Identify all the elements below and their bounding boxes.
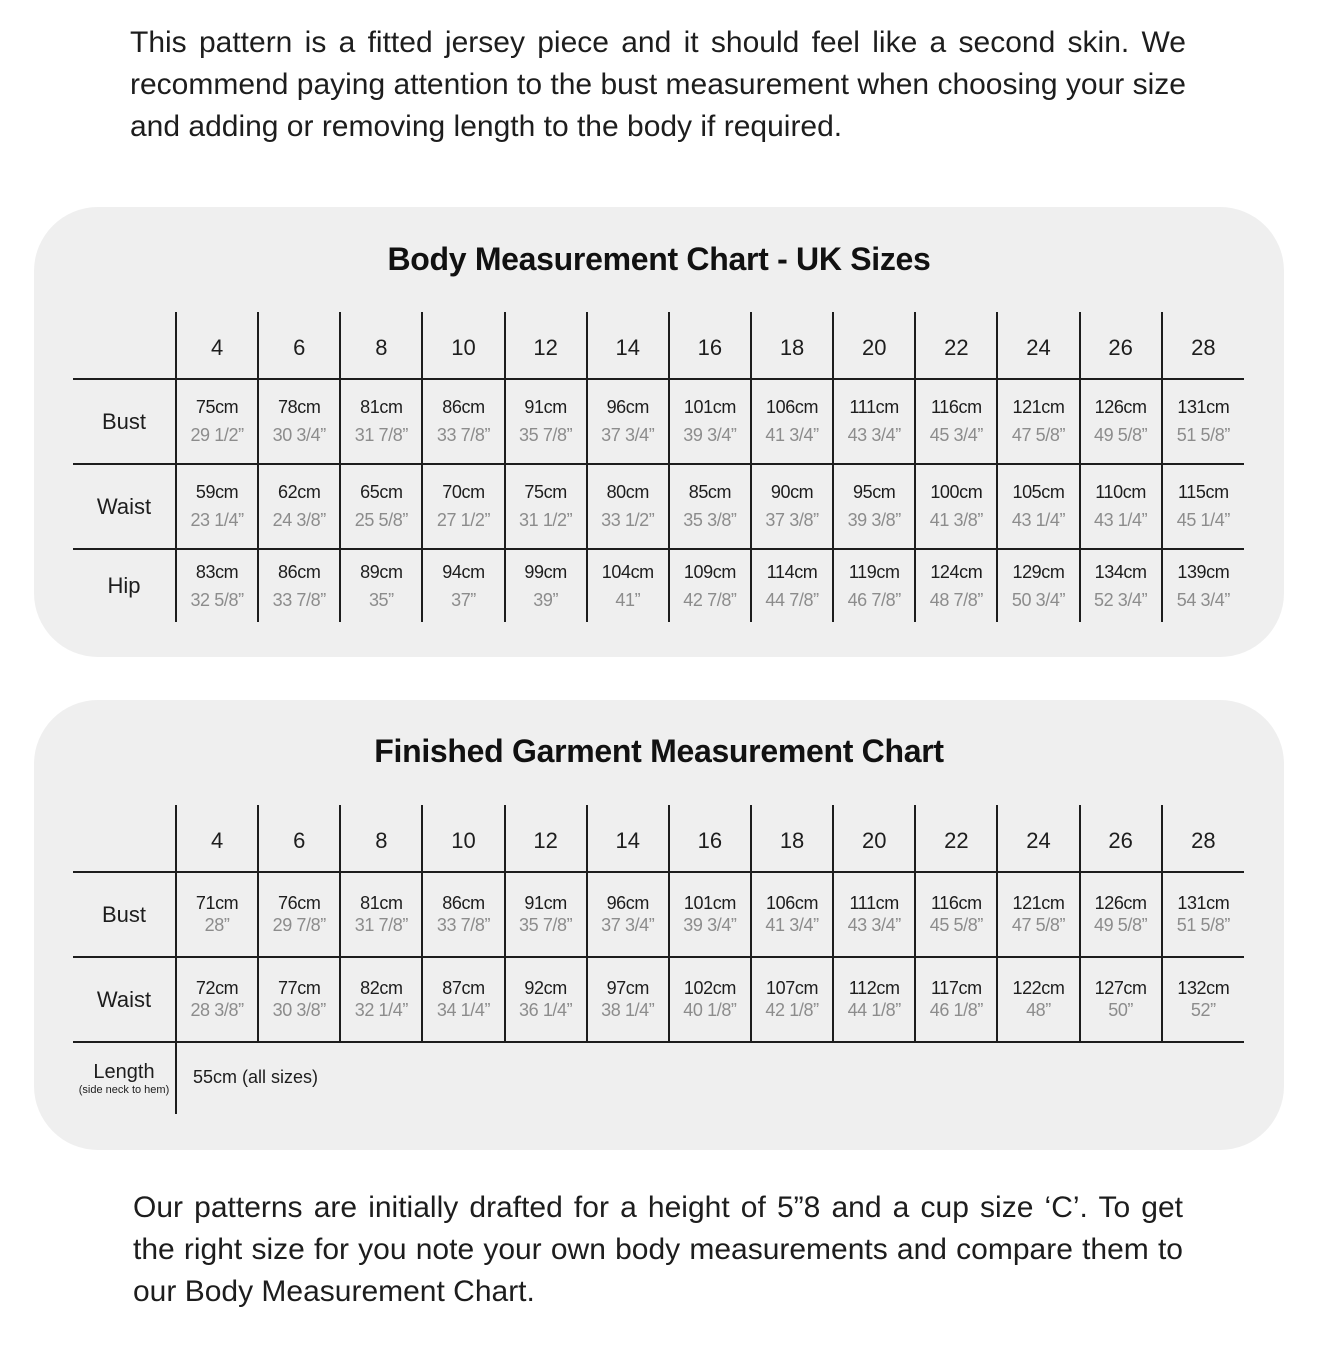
bust-cell (833, 872, 915, 957)
bust-cell (1162, 379, 1244, 464)
bust-cell (669, 379, 751, 464)
inch-value: 33 7/8” (436, 425, 491, 445)
inch-value: 35” (368, 589, 394, 610)
inch-value: 30 3/4” (272, 425, 326, 445)
size-14-header: 14 (587, 805, 669, 872)
inch-value: 32 5/8” (190, 589, 244, 610)
inch-value: 37 3/4” (601, 915, 655, 935)
body-measurement-table (73, 312, 1244, 622)
inch-value: 49 5/8” (1093, 425, 1148, 445)
inch-value: 47 5/8” (1011, 425, 1066, 445)
waist-cell (833, 464, 915, 549)
waist-cell (505, 464, 587, 549)
hip-row (73, 549, 1244, 622)
waist-cell (176, 957, 258, 1042)
inch-value: 39” (533, 589, 559, 610)
inch-value: 37” (451, 589, 476, 610)
bust-cell (915, 379, 997, 464)
cm-value: 117cm (930, 978, 982, 998)
inch-value: 43 1/4” (1011, 510, 1066, 530)
cm-value: 70cm (442, 482, 485, 502)
inch-value: 35 3/8” (683, 510, 737, 530)
cm-value: 122cm (1012, 978, 1065, 998)
hip-cell (915, 549, 997, 622)
inch-value: 41” (615, 589, 641, 610)
inch-value: 43 3/4” (847, 425, 901, 445)
cm-value: 91cm (524, 397, 567, 417)
cm-value: 80cm (606, 482, 649, 502)
size-28-header: 28 (1162, 312, 1244, 379)
size-26-header: 26 (1080, 312, 1162, 379)
cm-value: 59cm (195, 482, 239, 502)
cm-value: 100cm (930, 482, 983, 502)
hip-cell (587, 549, 669, 622)
waist-cell (422, 957, 504, 1042)
body-chart-title: Body Measurement Chart - UK Sizes (387, 241, 931, 277)
waist-cell (1080, 957, 1162, 1042)
waist-cell (587, 464, 669, 549)
cm-value: 131cm (1177, 397, 1230, 417)
bust-label: Bust (101, 901, 147, 927)
size-6-header: 6 (258, 805, 340, 872)
hip-cell (258, 549, 340, 622)
bust-cell (258, 379, 340, 464)
inch-value: 31 7/8” (354, 915, 408, 935)
inch-value: 44 1/8” (847, 1000, 901, 1020)
inch-value: 44 7/8” (765, 589, 819, 610)
bust-cell (587, 379, 669, 464)
waist-row (73, 957, 1244, 1042)
waist-cell (1080, 464, 1162, 549)
waist-cell (915, 957, 997, 1042)
length-label-cell (73, 1042, 176, 1114)
cm-value: 91cm (524, 893, 567, 913)
cm-value: 78cm (278, 397, 321, 417)
length-label: Length (93, 1060, 155, 1083)
inch-value: 43 3/4” (847, 915, 901, 935)
inch-value: 51 5/8” (1176, 915, 1230, 935)
size-4-header: 4 (176, 312, 258, 379)
cm-value: 75cm (195, 397, 239, 417)
cm-value: 104cm (601, 561, 654, 582)
hip-label: Hip (107, 573, 141, 598)
inch-value: 43 1/4” (1093, 510, 1148, 530)
inch-value: 34 1/4” (436, 1000, 491, 1020)
inch-value: 28 3/8” (190, 1000, 244, 1020)
inch-value: 37 3/8” (765, 510, 819, 530)
cm-value: 102cm (683, 978, 736, 998)
cm-value: 129cm (1012, 561, 1065, 582)
waist-cell (176, 464, 258, 549)
cm-value: 101cm (683, 893, 736, 913)
waist-label: Waist (96, 986, 152, 1012)
inch-value: 33 7/8” (272, 589, 326, 610)
waist-cell (587, 957, 669, 1042)
length-sublabel: (side neck to hem) (78, 1083, 170, 1096)
cm-value: 99cm (524, 561, 567, 582)
hip-cell (505, 549, 587, 622)
hip-cell (1162, 549, 1244, 622)
cm-value: 115cm (1177, 482, 1229, 502)
cm-value: 81cm (360, 893, 403, 913)
hip-cell (669, 549, 751, 622)
waist-cell (997, 464, 1079, 549)
bust-cell (340, 872, 422, 957)
size-18-header: 18 (751, 312, 833, 379)
inch-value: 31 7/8” (354, 425, 408, 445)
cm-value: 87cm (442, 978, 485, 998)
inch-value: 52” (1190, 1000, 1216, 1020)
cm-value: 121cm (1012, 397, 1065, 417)
waist-cell (340, 957, 422, 1042)
waist-cell (915, 464, 997, 549)
bust-row (73, 872, 1244, 957)
cm-value: 132cm (1177, 978, 1230, 998)
size-10-header: 10 (422, 805, 504, 872)
waist-cell (669, 957, 751, 1042)
size-16-header: 16 (669, 312, 751, 379)
bust-cell (997, 379, 1079, 464)
bust-cell (751, 379, 833, 464)
hip-cell (833, 549, 915, 622)
inch-value: 40 1/8” (683, 1000, 737, 1020)
size-24-header: 24 (997, 312, 1079, 379)
intro-paragraph: This pattern is a fitted jersey piece and it should feel like a second skin. We recommend paying attention to the bust measurement when choosing your size and adding or removing length to the body if required. (130, 26, 1186, 143)
inch-value: 28” (204, 915, 230, 935)
inch-value: 50” (1108, 1000, 1134, 1020)
cm-value: 96cm (606, 397, 649, 417)
hip-cell (340, 549, 422, 622)
bust-cell (1162, 872, 1244, 957)
cm-value: 114cm (766, 561, 818, 582)
cm-value: 65cm (360, 482, 403, 502)
inch-value: 48” (1026, 1000, 1051, 1020)
inch-value: 48 7/8” (929, 589, 983, 610)
size-14-header: 14 (587, 312, 669, 379)
cm-value: 76cm (278, 893, 321, 913)
size-24-header: 24 (997, 805, 1079, 872)
waist-cell (1162, 464, 1244, 549)
size-28-header: 28 (1162, 805, 1244, 872)
waist-cell (1162, 957, 1244, 1042)
inch-value: 32 1/4” (354, 1000, 408, 1020)
cm-value: 96cm (606, 893, 649, 913)
cm-value: 83cm (195, 561, 239, 582)
inch-value: 49 5/8” (1093, 915, 1148, 935)
waist-cell (505, 957, 587, 1042)
inch-value: 33 7/8” (436, 915, 491, 935)
waist-cell (669, 464, 751, 549)
inch-value: 33 1/2” (601, 510, 655, 530)
inch-value: 25 5/8” (354, 510, 408, 530)
bust-cell (669, 872, 751, 957)
bust-row (73, 379, 1244, 464)
cm-value: 86cm (442, 893, 485, 913)
bust-cell (1080, 872, 1162, 957)
inch-value: 39 3/8” (847, 510, 901, 530)
inch-value: 46 1/8” (929, 1000, 983, 1020)
waist-cell (340, 464, 422, 549)
cm-value: 81cm (360, 397, 403, 417)
cm-value: 105cm (1012, 482, 1065, 502)
size-18-header: 18 (751, 805, 833, 872)
bust-cell (915, 872, 997, 957)
cm-value: 95cm (852, 482, 896, 502)
cm-value: 106cm (766, 893, 819, 913)
cm-value: 126cm (1094, 893, 1147, 913)
cm-value: 126cm (1094, 397, 1147, 417)
inch-value: 45 5/8” (929, 915, 983, 935)
inch-value: 24 3/8” (272, 510, 326, 530)
cm-value: 72cm (195, 978, 239, 998)
inch-value: 23 1/4” (190, 510, 244, 530)
cm-value: 131cm (1177, 893, 1230, 913)
size-10-header: 10 (422, 312, 504, 379)
inch-value: 45 1/4” (1176, 510, 1230, 530)
inch-value: 46 7/8” (847, 589, 901, 610)
cm-value: 85cm (688, 482, 732, 502)
cm-value: 139cm (1177, 561, 1230, 582)
inch-value: 30 3/8” (272, 1000, 326, 1020)
bust-cell (505, 379, 587, 464)
inch-value: 42 1/8” (765, 1000, 819, 1020)
inch-value: 41 3/8” (929, 510, 983, 530)
inch-value: 45 3/4” (929, 425, 983, 445)
hip-cell (751, 549, 833, 622)
inch-value: 35 7/8” (519, 425, 573, 445)
inch-value: 38 1/4” (601, 1000, 655, 1020)
inch-value: 35 7/8” (519, 915, 573, 935)
size-22-header: 22 (915, 312, 997, 379)
cm-value: 124cm (930, 561, 983, 582)
corner-cell (73, 805, 176, 872)
hip-cell (176, 549, 258, 622)
cm-value: 71cm (195, 893, 239, 913)
inch-value: 52 3/4” (1093, 589, 1148, 610)
inch-value: 31 1/2” (519, 510, 573, 530)
bust-cell (833, 379, 915, 464)
inch-value: 41 3/4” (765, 425, 819, 445)
length-value: 55cm (all sizes) (176, 1042, 1244, 1114)
garment-measurement-table (73, 805, 1244, 1114)
cm-value: 97cm (606, 978, 649, 998)
bust-cell (751, 872, 833, 957)
waist-cell (258, 464, 340, 549)
cm-value: 119cm (848, 561, 900, 582)
cm-value: 127cm (1094, 978, 1147, 998)
inch-value: 36 1/4” (519, 1000, 573, 1020)
size-20-header: 20 (833, 805, 915, 872)
inch-value: 42 7/8” (683, 589, 737, 610)
waist-cell (751, 464, 833, 549)
inch-value: 51 5/8” (1176, 425, 1230, 445)
inch-value: 47 5/8” (1011, 915, 1066, 935)
cm-value: 77cm (278, 978, 321, 998)
size-16-header: 16 (669, 805, 751, 872)
size-4-header: 4 (176, 805, 258, 872)
cm-value: 116cm (930, 893, 982, 913)
bust-cell (176, 379, 258, 464)
cm-value: 134cm (1094, 561, 1147, 582)
bust-cell (176, 872, 258, 957)
body-measurement-card (34, 207, 1284, 657)
cm-value: 92cm (524, 978, 567, 998)
waist-cell (422, 464, 504, 549)
cm-value: 111cm (849, 397, 899, 417)
cm-value: 90cm (770, 482, 814, 502)
inch-value: 41 3/4” (765, 915, 819, 935)
cm-value: 62cm (278, 482, 321, 502)
size-12-header: 12 (505, 805, 587, 872)
waist-cell (833, 957, 915, 1042)
garment-measurement-card (34, 700, 1284, 1150)
cm-value: 109cm (683, 561, 736, 582)
inch-value: 27 1/2” (436, 510, 491, 530)
size-8-header: 8 (340, 312, 422, 379)
inch-value: 50 3/4” (1011, 589, 1066, 610)
inch-value: 39 3/4” (683, 915, 737, 935)
size-12-header: 12 (505, 312, 587, 379)
cm-value: 75cm (524, 482, 567, 502)
bust-cell (340, 379, 422, 464)
bust-cell (1080, 379, 1162, 464)
inch-value: 37 3/4” (601, 425, 655, 445)
size-header-row (73, 312, 1244, 379)
corner-cell (73, 312, 176, 379)
cm-value: 116cm (930, 397, 982, 417)
cm-value: 86cm (278, 561, 321, 582)
waist-cell (258, 957, 340, 1042)
size-8-header: 8 (340, 805, 422, 872)
cm-value: 86cm (442, 397, 485, 417)
cm-value: 89cm (360, 561, 403, 582)
waist-cell (997, 957, 1079, 1042)
size-22-header: 22 (915, 805, 997, 872)
cm-value: 94cm (442, 561, 485, 582)
garment-chart-title: Finished Garment Measurement Chart (374, 733, 944, 769)
bust-cell (258, 872, 340, 957)
cm-value: 112cm (848, 978, 900, 998)
cm-value: 121cm (1012, 893, 1065, 913)
bust-cell (505, 872, 587, 957)
waist-row (73, 464, 1244, 549)
hip-cell (997, 549, 1079, 622)
cm-value: 82cm (360, 978, 403, 998)
length-row (73, 1042, 1244, 1114)
inch-value: 29 1/2” (190, 425, 244, 445)
hip-cell (422, 549, 504, 622)
size-header-row (73, 805, 1244, 872)
size-26-header: 26 (1080, 805, 1162, 872)
inch-value: 54 3/4” (1176, 589, 1230, 610)
cm-value: 101cm (683, 397, 736, 417)
inch-value: 29 7/8” (272, 915, 326, 935)
waist-label: Waist (96, 493, 152, 519)
bust-cell (997, 872, 1079, 957)
cm-value: 107cm (766, 978, 819, 998)
bust-label: Bust (101, 408, 147, 434)
cm-value: 111cm (849, 893, 899, 913)
inch-value: 39 3/4” (683, 425, 737, 445)
outro-paragraph: Our patterns are initially drafted for a height of 5”8 and a cup size ‘C’. To get the right size for you note your own body measurements and compare them to our Body Measurement Chart. (133, 1191, 1183, 1308)
size-6-header: 6 (258, 312, 340, 379)
bust-cell (422, 379, 504, 464)
bust-cell (587, 872, 669, 957)
hip-cell (1080, 549, 1162, 622)
bust-cell (422, 872, 504, 957)
cm-value: 110cm (1095, 482, 1146, 502)
cm-value: 106cm (766, 397, 819, 417)
waist-cell (751, 957, 833, 1042)
size-20-header: 20 (833, 312, 915, 379)
